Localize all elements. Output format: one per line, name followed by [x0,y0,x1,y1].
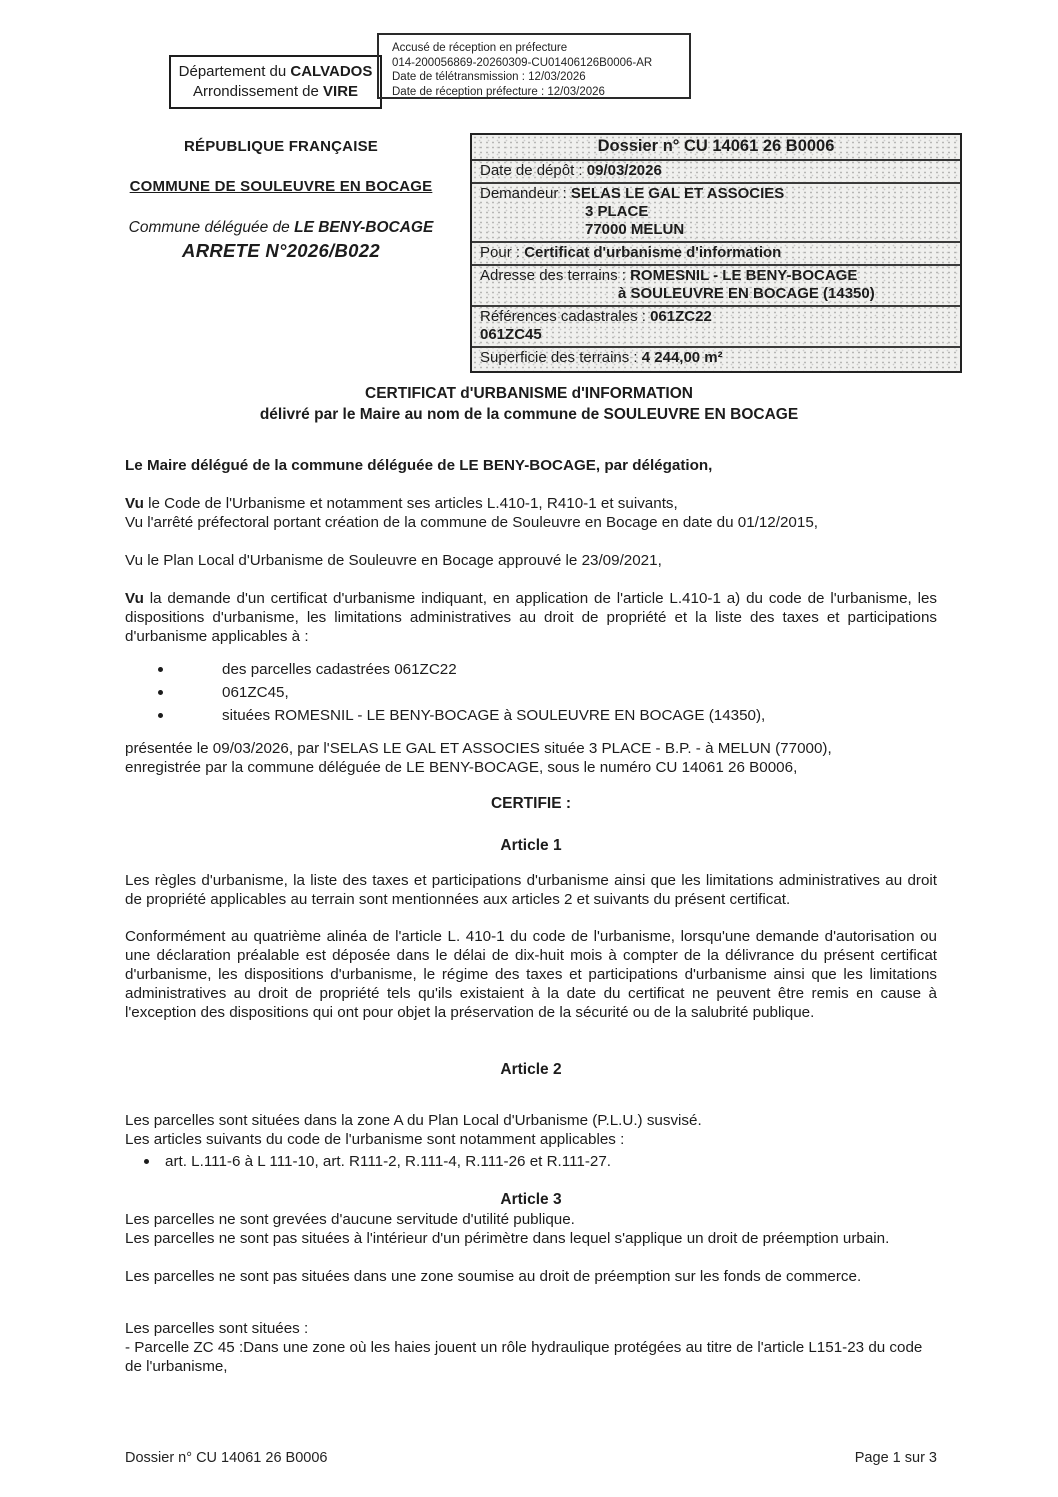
article-3-paragraph-1: Les parcelles ne sont grevées d'aucune servitude d'utilité publique. [125,1211,575,1228]
dossier-number-header: Dossier n° CU 14061 26 B0006 [472,135,960,161]
commune-deleguee-line: Commune déléguée de LE BENY-BOCAGE [128,219,434,236]
paragraph-situees: Les parcelles sont situées : [125,1320,309,1337]
article-3-paragraph-2: Les parcelles ne sont pas situées à l'intérieur d'un périmètre dans lequel s'applique un droit de préemption urbain. [125,1230,890,1247]
table-row-date-depot: Date de dépôt : 09/03/2026 [472,161,960,184]
parcelles-bullet-list [125,658,937,727]
certifie-heading: CERTIFIE : [490,795,572,812]
stamp-line-1: Accusé de réception en préfecture [392,42,568,54]
commune-title: COMMUNE DE SOULEUVRE EN BOCAGE [129,178,433,195]
page-footer [125,1450,937,1466]
table-row-demandeur: Demandeur : SELAS LE GAL ET ASSOCIES 3 PLACE 77000 MELUN [472,184,960,243]
left-heading-column [116,138,446,262]
list-item: art. L.111-6 à L 111-10, art. R111-2, R.111-4, R.111-26 et R.111-27. [125,1152,937,1171]
department-box [169,55,382,109]
table-row-pour: Pour : Certificat d'urbanisme d'information [472,243,960,266]
paragraph-vu-3: Vu le Plan Local d'Urbanisme de Souleuvre en Bocage approuvé le 23/09/2021, [125,552,662,569]
table-row-references: Références cadastrales : 061ZC22 061ZC45 [472,307,960,348]
arrete-number: ARRETE N°2026/B022 [182,240,380,261]
article-2-paragraph-1: Les parcelles sont situées dans la zone A du Plan Local d'Urbanisme (P.L.U.) susvisé. [125,1112,702,1129]
article-1-heading: Article 1 [500,837,562,854]
document-title-line2: délivré par le Maire au nom de la commune de SOULEUVRE EN BOCAGE [259,406,799,423]
list-item: 061ZC45, [125,681,937,704]
stamp-line-4: Date de réception préfecture : 12/03/2026 [392,85,605,98]
stamp-line-2: 014-200056869-20260309-CU01406126B0006-AR [392,56,653,69]
list-item: des parcelles cadastrées 061ZC22 [125,658,937,681]
paragraph-vu-4: Vu la demande d'un certificat d'urbanisme indiquant, en application de l'article L.410-1 a) du code de l'urbanisme, les dispositions d'urbanisme, les limitations administratives au droit de propriété et la liste des taxes et participations d'urbanisme applicables à : [125,590,937,645]
dossier-table [470,133,962,373]
footer-page-number: Page 1 sur 3 [854,1450,937,1466]
table-row-superficie: Superficie des terrains : 4 244,00 m² [480,349,723,366]
table-row-adresse: Adresse des terrains : ROMESNIL - LE BENY-BOCAGE à SOULEUVRE EN BOCAGE (14350) [472,266,960,307]
stamp-line-3: Date de télétransmission : 12/03/2026 [392,71,586,83]
paragraph-vu-1-2: Vu le Code de l'Urbanisme et notamment ses articles L.410-1, R410-1 et suivants, Vu l'arrêté préfectoral portant création de la commune de Souleuvre en Bocage en date du 01/12/2015, [125,495,818,531]
article-2-bullet-list [125,1152,937,1171]
footer-dossier-number: Dossier n° CU 14061 26 B0006 [125,1450,328,1466]
arrondissement-line: Arrondissement de VIRE [192,83,359,100]
article-1-paragraph-2: Conformément au quatrième alinéa de l'article L. 410-1 du code de l'urbanisme, lorsqu'une demande d'autorisation ou une déclaration préalable est déposée dans le délai de dix-huit mois à compter de la délivrance du présent certificat d'urbanisme, les dispositions d'urbanisme, le régime des taxes et participations d'urbanisme ainsi que les limitations administratives au droit de propriété tels qu'ils existaient à la date du certificat ne peuvent être remis en cause à l'exception des dispositions qui ont pour objet la préservation de la sécurité ou de la salubrité publique. [125,928,937,1021]
paragraph-maire: Le Maire délégué de la commune déléguée de LE BENY-BOCAGE, par délégation, [125,457,713,474]
document-title [0,383,1058,425]
prefecture-stamp-box [377,33,691,99]
article-3-heading: Article 3 [500,1191,562,1208]
paragraph-presentee: présentée le 09/03/2026, par l'SELAS LE GAL ET ASSOCIES située 3 PLACE - B.P. - à MELUN (77000), enregistrée par la commune déléguée de LE BENY-BOCAGE, sous le numéro CU 14061 26 B0006, [125,740,832,776]
article-2-heading: Article 2 [500,1061,562,1078]
republique-title: RÉPUBLIQUE FRANÇAISE [183,138,378,155]
paragraph-parcelle-zc45: - Parcelle ZC 45 :Dans une zone où les haies jouent un rôle hydraulique protégées au titre de l'article L151-23 du code de l'urbanisme, [125,1339,923,1375]
list-item: situées ROMESNIL - LE BENY-BOCAGE à SOULEUVRE EN BOCAGE (14350), [125,704,937,727]
document-title-line1: CERTIFICAT d'URBANISME d'INFORMATION [365,385,693,402]
article-1-paragraph-1: Les règles d'urbanisme, la liste des taxes et participations d'urbanisme ainsi que les limitations administratives au droit de propriété applicables au terrain sont mentionnées aux articles 2 et suivants du présent certificat. [125,872,937,908]
department-line: Département du CALVADOS [178,63,373,80]
article-2-paragraph-2: Les articles suivants du code de l'urbanisme sont notamment applicables : [125,1131,625,1148]
article-3-paragraph-3: Les parcelles ne sont pas situées dans une zone soumise au droit de préemption sur les fonds de commerce. [125,1268,862,1285]
